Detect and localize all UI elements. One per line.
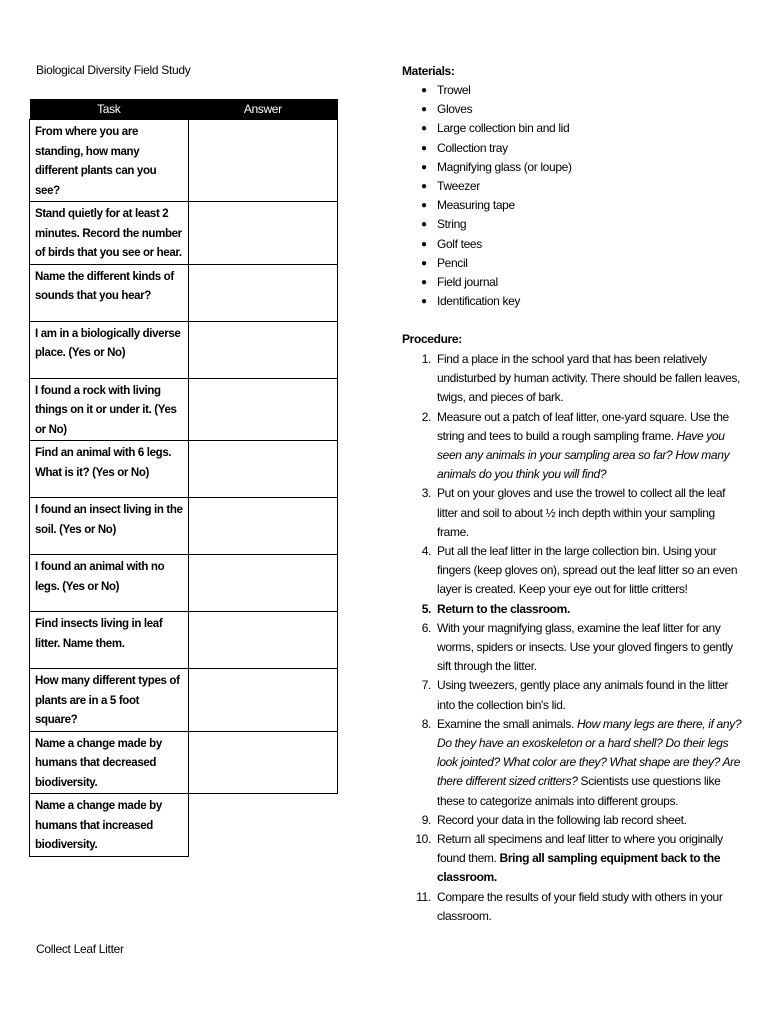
materials-section	[402, 62, 742, 311]
step-text: Have you seen any animals in your sampling area so far? How many animals do you think you will find?	[437, 428, 730, 482]
bullet-icon: ●	[421, 85, 427, 96]
answer-column-header: Answer	[188, 99, 337, 120]
table-row	[30, 669, 338, 732]
table-row	[30, 264, 338, 321]
step-text: Record your data in the following lab record sheet.	[437, 812, 687, 827]
table-row	[30, 202, 338, 265]
step-number: 9.	[421, 812, 431, 827]
answer-cell[interactable]	[188, 731, 337, 794]
material-item	[402, 273, 742, 292]
procedure-step	[402, 619, 742, 677]
task-column-header: Task	[30, 99, 189, 120]
step-number: 7.	[421, 678, 431, 693]
procedure-section	[402, 330, 742, 926]
task-cell: I found an animal with no legs. (Yes or No)	[30, 555, 189, 612]
answer-cell[interactable]	[188, 612, 337, 669]
step-text: Scientists use questions like these to categorize animals into different groups.	[437, 774, 721, 808]
table-row	[30, 555, 338, 612]
task-cell: I found a rock with living things on it or under it. (Yes or No)	[30, 378, 189, 441]
answer-cell[interactable]	[188, 669, 337, 732]
table-row	[30, 120, 338, 202]
answer-cell[interactable]	[188, 555, 337, 612]
material-item	[402, 235, 742, 254]
step-number: 6.	[421, 620, 431, 635]
material-label: Magnifying glass (or loupe)	[437, 159, 572, 174]
step-number: 11.	[416, 889, 431, 904]
step-text: Compare the results of your field study with others in your classroom.	[437, 889, 723, 923]
table-row	[30, 321, 338, 378]
procedure-step	[402, 484, 742, 542]
step-text: Examine the small animals.	[437, 716, 577, 731]
step-number: 4.	[421, 544, 431, 559]
procedure-step	[402, 715, 742, 811]
step-number: 8.	[421, 716, 431, 731]
table-header-row	[30, 99, 338, 120]
step-number: 5.	[421, 601, 431, 616]
material-item	[402, 100, 742, 119]
bullet-icon: ●	[421, 277, 427, 289]
table-row	[30, 441, 338, 498]
material-label: Field journal	[437, 275, 498, 290]
task-cell: Name a change made by humans that decreased biodiversity.	[30, 731, 189, 794]
answer-cell[interactable]	[188, 264, 337, 321]
material-label: Gloves	[437, 102, 473, 117]
step-text: Put on your gloves and use the trowel to collect all the leaf litter and soil to about ½ inch depth within your sampling frame.	[437, 486, 726, 539]
answer-cell[interactable]	[188, 202, 337, 265]
bullet-icon: ●	[421, 142, 427, 154]
step-text: How many legs are there, if any? Do they have an exoskeleton or a hard shell? Do their legs look jointed? What color are they? What shape are they? Are there different sized critters?	[437, 716, 742, 789]
material-item	[402, 139, 742, 158]
table-row	[30, 731, 338, 794]
material-label: Collection tray	[437, 140, 508, 155]
bullet-icon: ●	[421, 238, 427, 250]
bullet-icon: ●	[421, 181, 427, 193]
bullet-icon: ●	[421, 296, 427, 308]
material-label: Identification key	[437, 294, 521, 309]
answer-cell[interactable]	[188, 378, 337, 441]
step-text: Put all the leaf litter in the large collection bin. Using your fingers (keep gloves on), spread out the leaf litter so an even layer is created. Keep your eye out for little critters!	[437, 544, 738, 597]
step-text: Return to the classroom.	[437, 601, 570, 616]
procedure-step	[402, 600, 742, 619]
table-row	[30, 794, 338, 857]
step-text: With your magnifying glass, examine the leaf litter for any worms, spiders or insects. Use your gloved fingers to gently sift through the litter.	[437, 620, 733, 674]
procedure-step	[402, 408, 742, 485]
bullet-icon: ●	[421, 219, 427, 231]
material-item	[402, 119, 742, 138]
task-cell: From where you are standing, how many different plants can you see?	[30, 120, 189, 202]
footer-caption: Collect Leaf Litter	[36, 942, 124, 956]
table-row	[30, 498, 338, 555]
material-label: Large collection bin and lid	[437, 121, 570, 136]
answer-cell[interactable]	[188, 120, 337, 202]
field-study-table	[29, 99, 338, 857]
procedure-step	[402, 830, 742, 888]
answer-cell[interactable]	[188, 794, 337, 857]
bullet-icon: ●	[421, 161, 427, 173]
material-label: String	[437, 217, 467, 232]
material-label: Trowel	[437, 83, 471, 97]
material-label: Measuring tape	[437, 198, 515, 213]
material-item	[402, 177, 742, 196]
step-number: 10.	[415, 832, 431, 847]
task-cell: Find an animal with 6 legs. What is it? (Yes or No)	[30, 441, 189, 498]
procedure-step	[402, 542, 742, 600]
material-item	[402, 81, 742, 100]
task-cell: How many different types of plants are in a 5 foot square?	[30, 669, 189, 732]
material-item	[402, 196, 742, 215]
material-item	[402, 254, 742, 273]
procedure-list	[402, 350, 742, 926]
task-cell: Stand quietly for at least 2 minutes. Record the number of birds that you see or hear.	[30, 202, 189, 265]
bullet-icon: ●	[421, 123, 427, 135]
task-cell: I found an insect living in the soil. (Yes or No)	[30, 498, 189, 555]
answer-cell[interactable]	[188, 321, 337, 378]
table-row	[30, 612, 338, 669]
step-number: 3.	[421, 486, 431, 501]
answer-cell[interactable]	[188, 498, 337, 555]
step-text: Return all specimens and leaf litter to where you originally found them.	[437, 832, 723, 866]
material-item	[402, 215, 742, 234]
material-label: Tweezer	[437, 179, 480, 194]
material-label: Golf tees	[437, 236, 482, 251]
task-cell: I am in a biologically diverse place. (Yes or No)	[30, 321, 189, 378]
material-item	[402, 292, 742, 311]
task-cell: Find insects living in leaf litter. Name them.	[30, 612, 189, 669]
step-text: Using tweezers, gently place any animals found in the litter into the collection bin's lid.	[437, 678, 729, 712]
materials-list	[402, 81, 742, 311]
task-cell: Name a change made by humans that increased biodiversity.	[30, 794, 189, 857]
procedure-heading: Procedure:	[402, 332, 462, 346]
answer-cell[interactable]	[188, 441, 337, 498]
material-label: Pencil	[437, 255, 468, 270]
step-number: 1.	[421, 352, 431, 366]
bullet-icon: ●	[421, 104, 427, 116]
procedure-step	[402, 888, 742, 926]
bullet-icon: ●	[421, 200, 427, 212]
procedure-step	[402, 676, 742, 714]
bullet-icon: ●	[421, 257, 427, 269]
step-number: 2.	[421, 409, 431, 424]
procedure-step	[402, 350, 742, 408]
page-title: Biological Diversity Field Study	[36, 63, 191, 77]
material-item	[402, 158, 742, 177]
step-text: Find a place in the school yard that has been relatively undisturbed by human activity. There should be fallen leaves, twigs, and pieces of bark.	[437, 352, 741, 405]
table-row	[30, 378, 338, 441]
step-text: Bring all sampling equipment back to the classroom.	[437, 851, 721, 885]
procedure-step	[402, 811, 742, 830]
materials-heading: Materials:	[402, 64, 455, 78]
task-cell: Name the different kinds of sounds that you hear?	[30, 264, 189, 321]
step-text: Measure out a patch of leaf litter, one-yard square. Use the string and tees to build a rough sampling frame.	[437, 409, 729, 443]
